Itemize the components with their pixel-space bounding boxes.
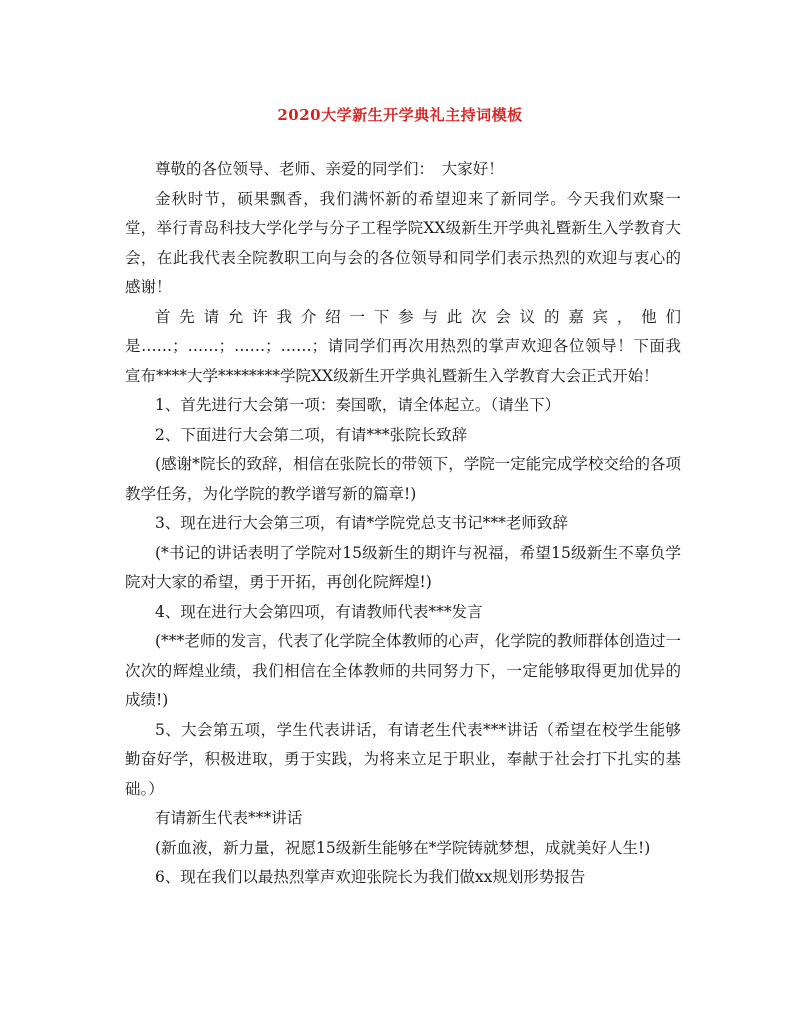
paragraph-item-2: 2、下面进行大会第二项，有请***张院长致辞 [155,425,468,444]
document-body [125,155,681,893]
paragraph-item-6: 6、现在我们以最热烈掌声欢迎张院长为我们做xx规划形势报告 [155,868,586,886]
paragraph-item-3: 3、现在进行大会第三项，有请*学院党总支书记***老师致辞 [155,514,568,532]
paragraph-item-3-note: (*书记的讲话表明了学院对15级新生的期许与祝福，希望15级新生不辜负学院对大家的希望，勇于开拓，再创化院辉煌!) [125,543,681,591]
paragraph-new-student-rep: 有请新生代表***讲话 [155,809,303,827]
paragraph-item-5: 5、大会第五项，学生代表讲话，有请老生代表***讲话（希望在校学生能够勤奋好学，积极进取，勇于实践，为将来立足于职业，奉献于社会打下扎实的基础。） [125,720,681,798]
document-title: 2020大学新生开学典礼主持词模板 [277,106,523,124]
paragraph-item-1: 1、首先进行大会第一项：奏国歌，请全体起立。（请坐下） [155,396,561,414]
paragraph-item-2-note: (感谢*院长的致辞，相信在张院长的带领下，学院一定能完成学校交给的各项教学任务，为化学院的教学谱写新的篇章!) [125,455,681,503]
paragraph-welcome: 金秋时节，硕果飘香，我们满怀新的希望迎来了新同学。今天我们欢聚一堂，举行青岛科技大学化学与分子工程学院XX级新生开学典礼暨新生入学教育大会，在此我代表全院教职工向与会的各位领导和同学们表示热烈的欢迎与衷心的感谢！ [125,189,681,296]
paragraph-new-student-note: (新血液，新力量，祝愿15级新生能够在*学院铸就梦想，成就美好人生!) [155,838,651,857]
paragraph-greeting: 尊敬的各位领导、老师、亲爱的同学们： 大家好！ [155,160,504,178]
paragraph-guests: 首先请允许我介绍一下参与此次会议的嘉宾，他们是……；……；……；……；请同学们再次用热烈的掌声欢迎各位领导！下面我宣布****大学********学院XX级新生开学典礼暨新生入学教育大会正式开始！ [125,307,681,385]
paragraph-item-4-note: (***老师的发言，代表了化学院全体教师的心声，化学院的教师群体创造过一次次的辉煌业绩，我们相信在全体教师的共同努力下，一定能够取得更加优异的成绩!) [125,632,681,709]
paragraph-item-4: 4、现在进行大会第四项，有请教师代表***发言 [155,602,483,621]
